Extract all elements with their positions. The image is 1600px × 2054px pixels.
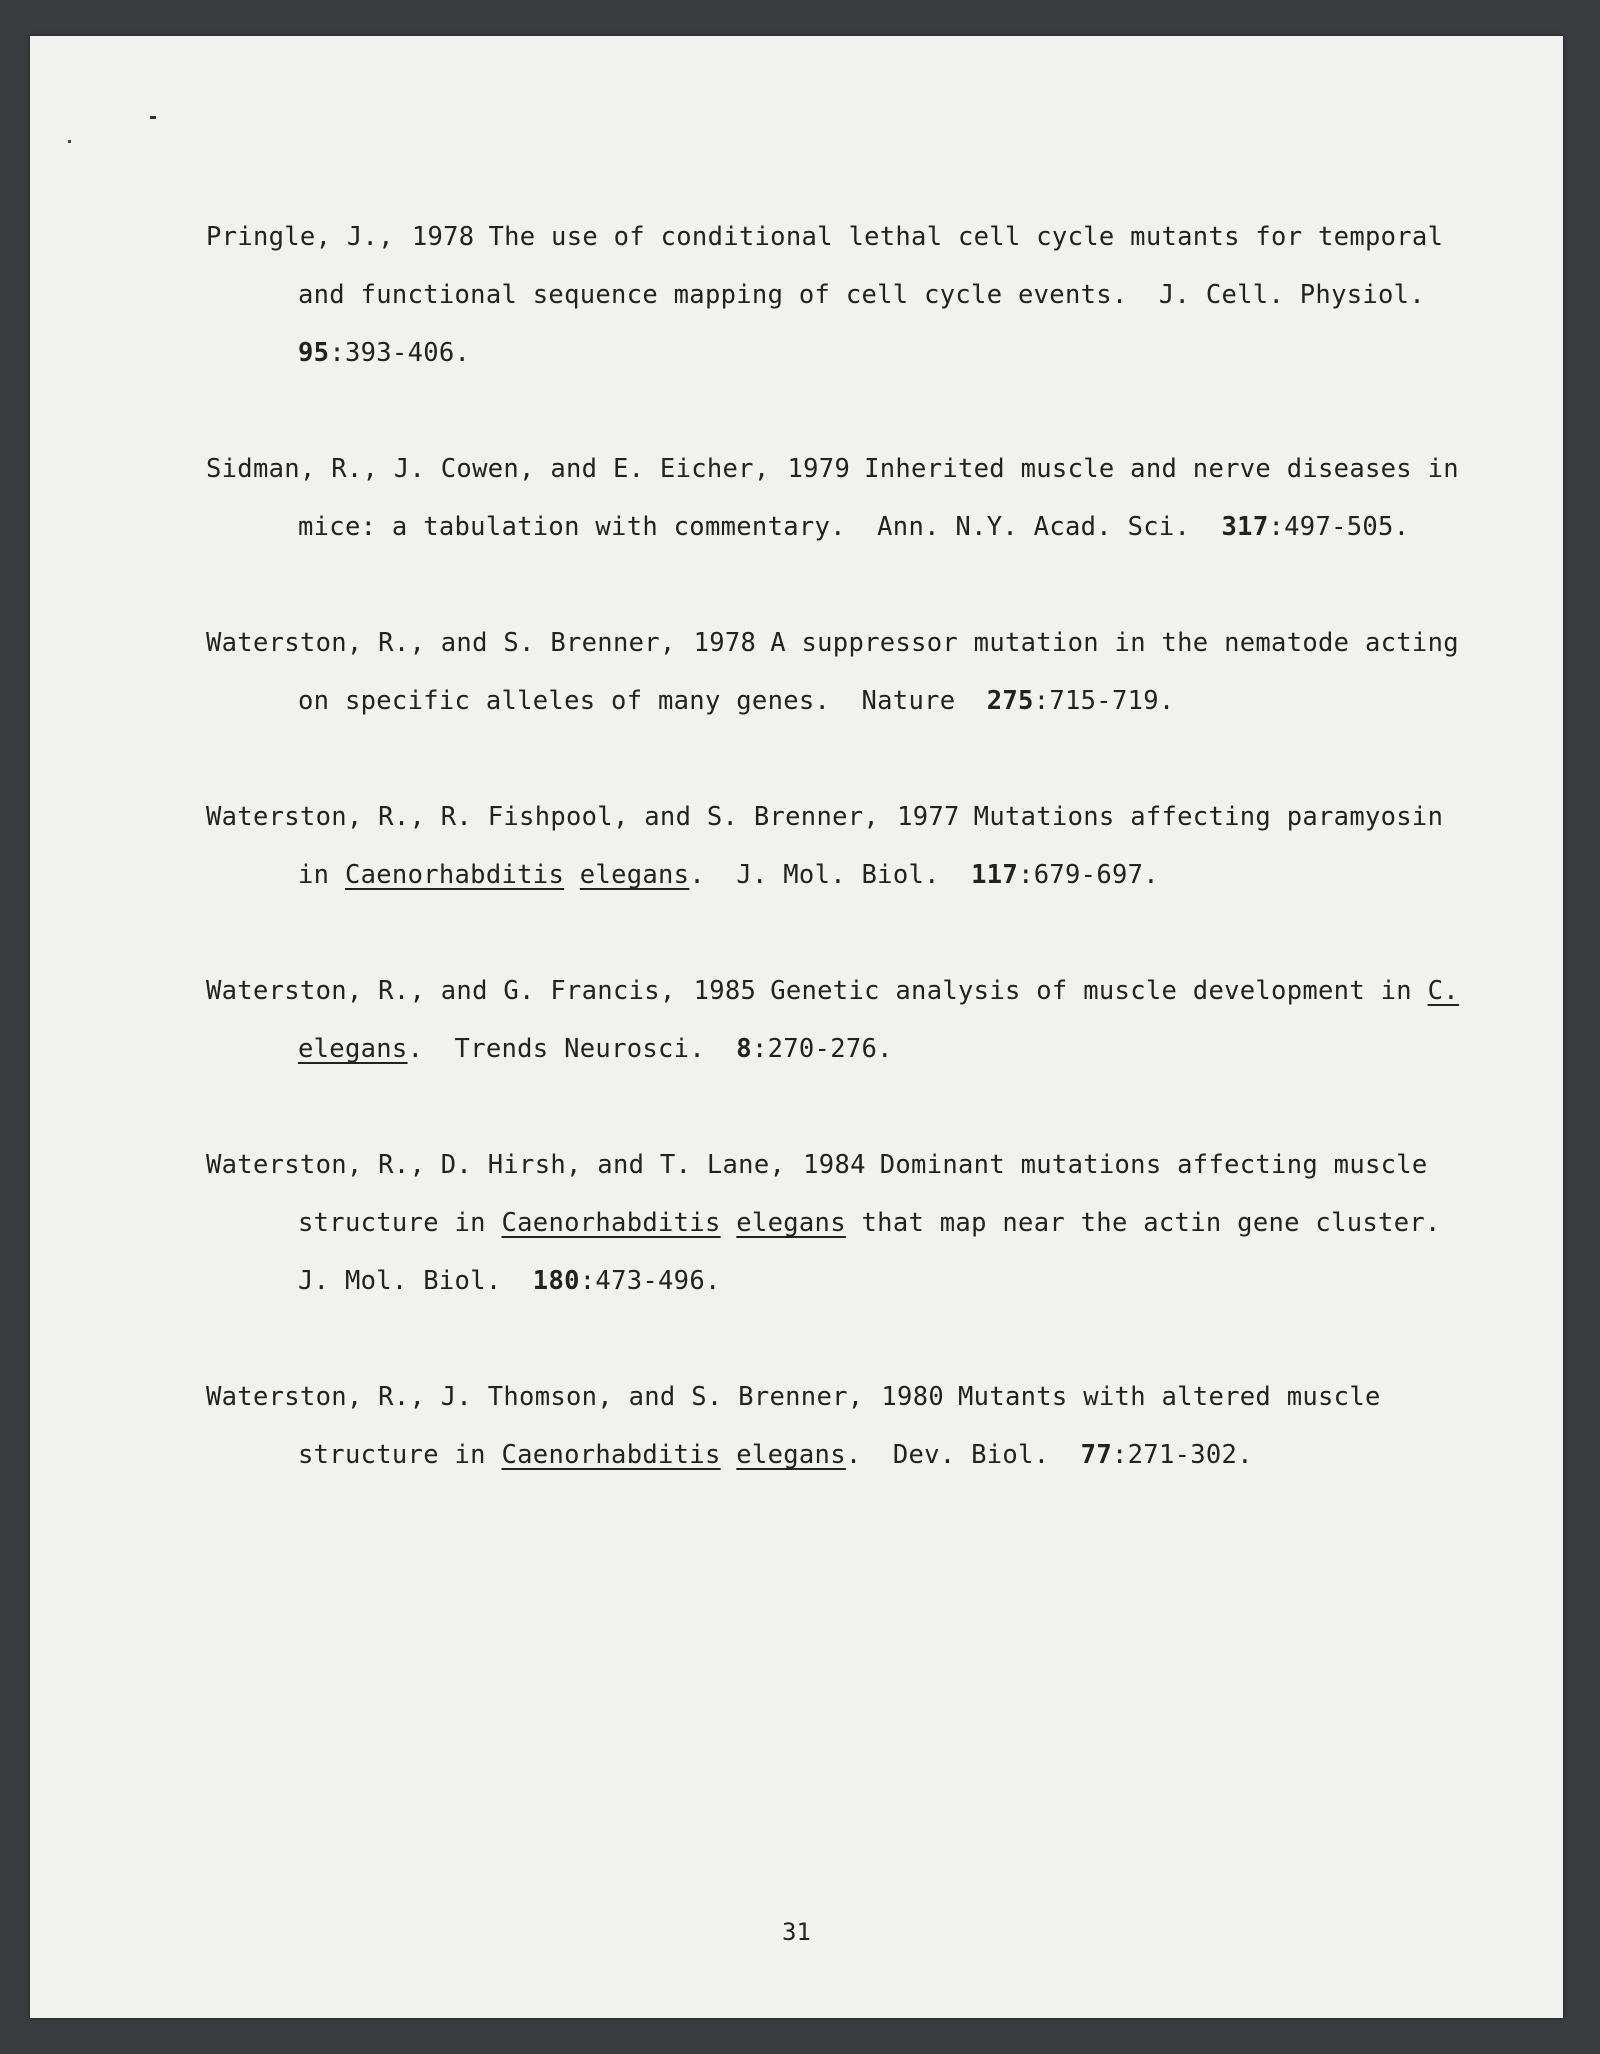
ref-genus: Caenorhabditis bbox=[501, 1208, 721, 1238]
ref-volume: 317 bbox=[1221, 512, 1269, 542]
ref-title-post: . bbox=[845, 1440, 862, 1470]
ref-volume: 117 bbox=[971, 860, 1019, 890]
ref-authors: Pringle, J., bbox=[206, 222, 394, 252]
ref-title-pre: Genetic analysis of muscle development in bbox=[770, 976, 1412, 1006]
ref-journal: J. Mol. Biol. bbox=[736, 860, 940, 890]
ref-title-pre: Mutants with altered muscle structure in bbox=[298, 1382, 1381, 1470]
ref-volume: 8 bbox=[736, 1034, 752, 1064]
ref-title-post: that map near the actin gene cluster. bbox=[861, 1208, 1441, 1238]
ref-species: elegans bbox=[736, 1440, 846, 1470]
ref-authors: Waterston, R., D. Hirsh, and T. Lane, bbox=[206, 1150, 786, 1180]
ref-title-pre: Mutations affecting paramyosin in bbox=[298, 802, 1444, 890]
ref-volume: 275 bbox=[986, 686, 1034, 716]
ref-title-post: . bbox=[689, 860, 705, 890]
ref-species: elegans bbox=[736, 1208, 846, 1238]
reference-list bbox=[206, 208, 1466, 1542]
reference-entry bbox=[206, 614, 1466, 730]
ref-authors: Waterston, R., J. Thomson, and S. Brenner, bbox=[206, 1382, 864, 1412]
reference-entry bbox=[206, 208, 1466, 382]
ref-year: 1980 bbox=[881, 1382, 945, 1412]
ref-pages: :679-697. bbox=[1018, 860, 1159, 890]
ref-year: 1985 bbox=[693, 976, 757, 1006]
ref-year: 1978 bbox=[693, 628, 757, 658]
ref-pages: :497-505. bbox=[1268, 512, 1410, 542]
ref-genus: Caenorhabditis bbox=[501, 1440, 721, 1470]
reference-entry bbox=[206, 788, 1466, 904]
reference-entry bbox=[206, 1136, 1466, 1310]
ref-pages: :473-496. bbox=[579, 1266, 721, 1296]
ref-title: The use of conditional lethal cell cycle mutants for temporal and functional sequence mapping of cell cycle events. bbox=[298, 222, 1444, 310]
ref-title: A suppressor mutation in the nematode acting on specific alleles of many genes. bbox=[298, 628, 1459, 716]
ref-pages: :271-302. bbox=[1111, 1440, 1253, 1470]
reference-entry bbox=[206, 1368, 1466, 1484]
ref-title: Inherited muscle and nerve diseases in mice: a tabulation with commentary. bbox=[298, 454, 1459, 542]
paper-speck bbox=[150, 116, 156, 119]
ref-genus: C. bbox=[1427, 976, 1459, 1006]
ref-year: 1977 bbox=[897, 802, 960, 832]
ref-journal: Dev. Biol. bbox=[892, 1440, 1050, 1470]
ref-year: 1984 bbox=[803, 1150, 866, 1180]
document-page bbox=[30, 36, 1563, 2018]
ref-journal: J. Mol. Biol. bbox=[298, 1266, 502, 1296]
ref-journal: J. Cell. Physiol. bbox=[1158, 280, 1425, 310]
reference-entry bbox=[206, 440, 1466, 556]
ref-journal: Ann. N.Y. Acad. Sci. bbox=[877, 512, 1191, 542]
paper-speck bbox=[68, 140, 71, 143]
ref-pages: :715-719. bbox=[1033, 686, 1175, 716]
ref-species: elegans bbox=[579, 860, 690, 890]
ref-pages: :270-276. bbox=[751, 1034, 893, 1064]
ref-species: elegans bbox=[298, 1034, 408, 1064]
ref-year: 1979 bbox=[787, 454, 851, 484]
ref-title-pre: Dominant mutations affecting muscle structure in bbox=[298, 1150, 1428, 1238]
ref-volume: 77 bbox=[1080, 1440, 1112, 1470]
ref-genus: Caenorhabditis bbox=[344, 860, 565, 890]
ref-authors: Waterston, R., and G. Francis, bbox=[206, 976, 676, 1006]
ref-volume: 180 bbox=[532, 1266, 580, 1296]
ref-authors: Waterston, R., and S. Brenner, bbox=[206, 628, 676, 658]
ref-authors: Waterston, R., R. Fishpool, and S. Brenner, bbox=[206, 802, 880, 832]
page-number: 31 bbox=[782, 1918, 811, 1946]
ref-year: 1978 bbox=[411, 222, 475, 252]
ref-title-post: . bbox=[407, 1034, 424, 1064]
ref-volume: 95 bbox=[298, 338, 330, 368]
ref-journal: Trends Neurosci. bbox=[454, 1034, 705, 1064]
reference-entry bbox=[206, 962, 1466, 1078]
ref-pages: :393-406. bbox=[329, 338, 471, 368]
ref-authors: Sidman, R., J. Cowen, and E. Eicher, bbox=[206, 454, 770, 484]
ref-journal: Nature bbox=[861, 686, 956, 716]
